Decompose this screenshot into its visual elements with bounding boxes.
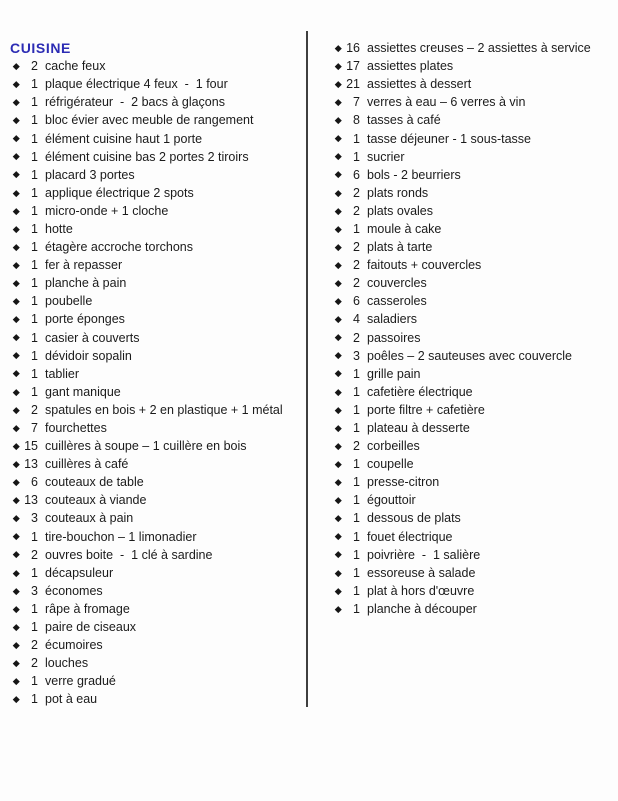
- item-label: égouttoir: [367, 493, 416, 508]
- diamond-bullet-icon: [332, 263, 344, 268]
- list-item: [332, 419, 616, 437]
- list-item: [10, 383, 302, 401]
- item-label: tasse déjeuner - 1 sous-tasse: [367, 131, 531, 146]
- list-item: [332, 111, 616, 129]
- list-item: [10, 419, 302, 437]
- item-quantity: 1: [353, 547, 360, 562]
- list-item: [10, 292, 302, 310]
- diamond-bullet-icon: [332, 607, 344, 612]
- diamond-bullet-icon: [10, 480, 22, 485]
- diamond-bullet-icon: [10, 172, 22, 177]
- item-label: bols - 2 beurriers: [367, 167, 461, 182]
- item-quantity: 2: [31, 402, 38, 417]
- item-label: étagère accroche torchons: [45, 240, 194, 255]
- diamond-bullet-icon: [332, 64, 344, 69]
- item-label: fer à repasser: [45, 258, 123, 273]
- item-label: écumoires: [45, 638, 103, 653]
- item-label: dévidoir sopalin: [45, 348, 132, 363]
- diamond-bullet-icon: [10, 625, 22, 630]
- item-label: poubelle: [45, 294, 93, 309]
- item-label: plateau à desserte: [367, 421, 470, 436]
- diamond-bullet-icon: [332, 118, 344, 123]
- diamond-bullet-icon: [10, 697, 22, 702]
- item-quantity: 1: [353, 384, 360, 399]
- item-label: décapsuleur: [45, 565, 114, 580]
- diamond-bullet-icon: [10, 607, 22, 612]
- list-item: [332, 310, 616, 328]
- diamond-bullet-icon: [10, 571, 22, 576]
- diamond-bullet-icon: [10, 643, 22, 648]
- item-label: verre gradué: [45, 674, 116, 689]
- item-label: verres à eau – 6 verres à vin: [367, 95, 526, 110]
- list-item: [10, 329, 302, 347]
- diamond-bullet-icon: [10, 353, 22, 358]
- list-item: [332, 546, 616, 564]
- diamond-bullet-icon: [332, 46, 344, 51]
- list-item: [332, 75, 616, 93]
- item-quantity: 1: [31, 276, 38, 291]
- item-quantity: 6: [353, 167, 360, 182]
- item-label: louches: [45, 656, 89, 671]
- item-label: saladiers: [367, 312, 418, 327]
- item-label: poêles – 2 sauteuses avec couvercle: [367, 348, 572, 363]
- item-label: gant manique: [45, 384, 121, 399]
- item-quantity: 1: [31, 330, 38, 345]
- diamond-bullet-icon: [332, 299, 344, 304]
- item-label: dessous de plats: [367, 511, 461, 526]
- list-item: [332, 220, 616, 238]
- item-quantity: 1: [31, 77, 38, 92]
- list-item: [10, 582, 302, 600]
- diamond-bullet-icon: [332, 100, 344, 105]
- item-label: assiettes creuses – 2 assiettes à service: [367, 41, 591, 56]
- item-quantity: 13: [24, 457, 38, 472]
- item-label: grille pain: [367, 366, 421, 381]
- item-quantity: 1: [353, 421, 360, 436]
- item-quantity: 1: [31, 185, 38, 200]
- diamond-bullet-icon: [332, 571, 344, 576]
- list-item: [332, 256, 616, 274]
- item-label: coupelle: [367, 457, 414, 472]
- diamond-bullet-icon: [332, 317, 344, 322]
- item-label: plats ronds: [367, 185, 429, 200]
- list-item: [332, 184, 616, 202]
- item-label: assiettes à dessert: [367, 77, 472, 92]
- list-item: [10, 166, 302, 184]
- item-quantity: 1: [353, 511, 360, 526]
- item-quantity: 1: [353, 402, 360, 417]
- diamond-bullet-icon: [332, 227, 344, 232]
- list-item: [10, 672, 302, 690]
- right-column: [332, 39, 616, 618]
- item-label: élément cuisine haut 1 porte: [45, 131, 203, 146]
- item-quantity: 1: [353, 565, 360, 580]
- item-quantity: 1: [31, 113, 38, 128]
- diamond-bullet-icon: [332, 480, 344, 485]
- list-item: [10, 455, 302, 473]
- diamond-bullet-icon: [10, 390, 22, 395]
- item-quantity: 3: [31, 583, 38, 598]
- diamond-bullet-icon: [10, 679, 22, 684]
- item-quantity: 1: [31, 366, 38, 381]
- diamond-bullet-icon: [10, 462, 22, 467]
- list-item: [10, 528, 302, 546]
- item-quantity: 2: [353, 185, 360, 200]
- list-item: [332, 57, 616, 75]
- item-quantity: 2: [31, 547, 38, 562]
- diamond-bullet-icon: [332, 371, 344, 376]
- diamond-bullet-icon: [10, 589, 22, 594]
- diamond-bullet-icon: [10, 317, 22, 322]
- list-item: [10, 546, 302, 564]
- item-quantity: 3: [31, 511, 38, 526]
- item-quantity: 13: [24, 493, 38, 508]
- diamond-bullet-icon: [332, 172, 344, 177]
- list-item: [332, 528, 616, 546]
- item-label: cache feux: [45, 59, 106, 74]
- list-item: [332, 600, 616, 618]
- list-item: [332, 329, 616, 347]
- list-item: [10, 401, 302, 419]
- list-item: [10, 600, 302, 618]
- list-item: [10, 129, 302, 147]
- item-label: fourchettes: [45, 421, 107, 436]
- list-item: [10, 75, 302, 93]
- item-label: porte filtre + cafetière: [367, 402, 485, 417]
- item-label: râpe à fromage: [45, 601, 130, 616]
- item-quantity: 2: [353, 240, 360, 255]
- list-item: [10, 220, 302, 238]
- diamond-bullet-icon: [10, 335, 22, 340]
- item-quantity: 2: [31, 59, 38, 74]
- column-divider: [306, 31, 308, 707]
- item-quantity: 1: [31, 149, 38, 164]
- item-quantity: 1: [353, 366, 360, 381]
- item-label: plaque électrique 4 feux - 1 four: [45, 77, 228, 92]
- item-quantity: 7: [353, 95, 360, 110]
- item-label: pot à eau: [45, 692, 98, 707]
- item-label: micro-onde + 1 cloche: [45, 203, 169, 218]
- diamond-bullet-icon: [10, 661, 22, 666]
- item-label: plat à hors d'œuvre: [367, 583, 475, 598]
- item-quantity: 1: [353, 583, 360, 598]
- list-item: [10, 509, 302, 527]
- left-column: [10, 39, 302, 708]
- list-item: [332, 166, 616, 184]
- list-item: [332, 93, 616, 111]
- item-quantity: 1: [31, 95, 38, 110]
- diamond-bullet-icon: [332, 444, 344, 449]
- item-quantity: 1: [353, 529, 360, 544]
- diamond-bullet-icon: [10, 498, 22, 503]
- item-label: ouvres boite - 1 clé à sardine: [45, 547, 213, 562]
- item-label: couvercles: [367, 276, 427, 291]
- item-quantity: 1: [353, 475, 360, 490]
- diamond-bullet-icon: [10, 408, 22, 413]
- item-label: tablier: [45, 366, 80, 381]
- item-label: couteaux de table: [45, 475, 144, 490]
- diamond-bullet-icon: [10, 154, 22, 159]
- list-item: [332, 564, 616, 582]
- item-quantity: 1: [31, 221, 38, 236]
- page-title: CUISINE: [10, 40, 71, 56]
- item-quantity: 16: [346, 41, 360, 56]
- item-label: fouet électrique: [367, 529, 453, 544]
- diamond-bullet-icon: [332, 191, 344, 196]
- item-label: cuillères à café: [45, 457, 129, 472]
- item-quantity: 15: [24, 439, 38, 454]
- list-item: [10, 274, 302, 292]
- item-label: spatules en bois + 2 en plastique + 1 métal: [45, 402, 283, 417]
- list-item: [10, 564, 302, 582]
- list-item: [10, 202, 302, 220]
- item-quantity: 8: [353, 113, 360, 128]
- item-quantity: 1: [353, 149, 360, 164]
- item-label: cuillères à soupe – 1 cuillère en bois: [45, 439, 247, 454]
- item-quantity: 1: [31, 167, 38, 182]
- diamond-bullet-icon: [332, 245, 344, 250]
- diamond-bullet-icon: [10, 209, 22, 214]
- item-quantity: 3: [353, 348, 360, 363]
- item-label: essoreuse à salade: [367, 565, 476, 580]
- item-label: applique électrique 2 spots: [45, 185, 194, 200]
- item-quantity: 1: [31, 258, 38, 273]
- item-quantity: 4: [353, 312, 360, 327]
- item-label: plats ovales: [367, 203, 434, 218]
- diamond-bullet-icon: [10, 281, 22, 286]
- list-item: [332, 202, 616, 220]
- list-item: [332, 148, 616, 166]
- list-item: [10, 310, 302, 328]
- diamond-bullet-icon: [332, 462, 344, 467]
- item-quantity: 2: [353, 330, 360, 345]
- list-item: [332, 383, 616, 401]
- item-quantity: 1: [31, 384, 38, 399]
- item-label: porte éponges: [45, 312, 125, 327]
- item-quantity: 1: [31, 203, 38, 218]
- list-item: [10, 256, 302, 274]
- diamond-bullet-icon: [332, 426, 344, 431]
- item-label: presse-citron: [367, 475, 440, 490]
- list-item: [10, 654, 302, 672]
- diamond-bullet-icon: [10, 82, 22, 87]
- item-label: économes: [45, 583, 103, 598]
- diamond-bullet-icon: [332, 281, 344, 286]
- item-quantity: 1: [353, 221, 360, 236]
- item-label: poivrière - 1 salière: [367, 547, 481, 562]
- item-quantity: 1: [31, 348, 38, 363]
- list-item: [332, 129, 616, 147]
- item-quantity: 2: [353, 258, 360, 273]
- item-label: paire de ciseaux: [45, 620, 137, 635]
- diamond-bullet-icon: [10, 191, 22, 196]
- list-item: [10, 437, 302, 455]
- list-item: [332, 582, 616, 600]
- list-item: [332, 365, 616, 383]
- list-item: [332, 292, 616, 310]
- item-quantity: 6: [353, 294, 360, 309]
- diamond-bullet-icon: [332, 498, 344, 503]
- diamond-bullet-icon: [10, 534, 22, 539]
- item-quantity: 2: [353, 203, 360, 218]
- list-item: [10, 57, 302, 75]
- diamond-bullet-icon: [332, 154, 344, 159]
- diamond-bullet-icon: [10, 227, 22, 232]
- list-item: [332, 509, 616, 527]
- item-label: plats à tarte: [367, 240, 433, 255]
- list-item: [10, 238, 302, 256]
- item-label: hotte: [45, 221, 73, 236]
- item-label: corbeilles: [367, 439, 420, 454]
- diamond-bullet-icon: [332, 534, 344, 539]
- item-quantity: 2: [31, 638, 38, 653]
- list-item: [10, 365, 302, 383]
- diamond-bullet-icon: [10, 118, 22, 123]
- diamond-bullet-icon: [10, 426, 22, 431]
- left-item-list: [10, 57, 302, 708]
- item-quantity: 1: [31, 601, 38, 616]
- item-label: sucrier: [367, 149, 405, 164]
- diamond-bullet-icon: [10, 136, 22, 141]
- item-quantity: 21: [346, 77, 360, 92]
- diamond-bullet-icon: [332, 353, 344, 358]
- diamond-bullet-icon: [332, 552, 344, 557]
- item-quantity: 17: [346, 59, 360, 74]
- item-label: casier à couverts: [45, 330, 140, 345]
- list-item: [10, 618, 302, 636]
- list-item: [332, 401, 616, 419]
- diamond-bullet-icon: [10, 299, 22, 304]
- list-item: [332, 437, 616, 455]
- list-item: [332, 455, 616, 473]
- item-label: placard 3 portes: [45, 167, 135, 182]
- item-label: moule à cake: [367, 221, 442, 236]
- diamond-bullet-icon: [332, 209, 344, 214]
- list-item: [10, 473, 302, 491]
- list-item: [10, 347, 302, 365]
- item-label: planche à découper: [367, 601, 477, 616]
- item-label: passoires: [367, 330, 421, 345]
- item-label: couteaux à viande: [45, 493, 147, 508]
- diamond-bullet-icon: [10, 516, 22, 521]
- list-item: [10, 184, 302, 202]
- item-quantity: 1: [31, 294, 38, 309]
- item-quantity: 1: [353, 601, 360, 616]
- list-item: [332, 491, 616, 509]
- item-quantity: 1: [353, 493, 360, 508]
- list-item: [332, 238, 616, 256]
- list-item: [10, 111, 302, 129]
- item-quantity: 1: [353, 457, 360, 472]
- diamond-bullet-icon: [332, 589, 344, 594]
- list-item: [10, 148, 302, 166]
- item-quantity: 1: [31, 692, 38, 707]
- item-quantity: 2: [31, 656, 38, 671]
- item-quantity: 1: [31, 240, 38, 255]
- item-label: bloc évier avec meuble de rangement: [45, 113, 254, 128]
- diamond-bullet-icon: [10, 263, 22, 268]
- right-item-list: [332, 39, 616, 618]
- diamond-bullet-icon: [10, 100, 22, 105]
- item-label: couteaux à pain: [45, 511, 134, 526]
- diamond-bullet-icon: [10, 245, 22, 250]
- list-item: [332, 39, 616, 57]
- item-quantity: 1: [31, 131, 38, 146]
- list-item: [332, 473, 616, 491]
- item-quantity: 1: [353, 131, 360, 146]
- item-label: réfrigérateur - 2 bacs à glaçons: [45, 95, 225, 110]
- list-item: [10, 491, 302, 509]
- item-quantity: 1: [31, 620, 38, 635]
- item-label: élément cuisine bas 2 portes 2 tiroirs: [45, 149, 249, 164]
- list-item: [10, 690, 302, 708]
- diamond-bullet-icon: [332, 136, 344, 141]
- item-label: assiettes plates: [367, 59, 454, 74]
- diamond-bullet-icon: [332, 516, 344, 521]
- item-quantity: 2: [353, 439, 360, 454]
- diamond-bullet-icon: [332, 408, 344, 413]
- item-quantity: 1: [31, 565, 38, 580]
- list-item: [332, 274, 616, 292]
- item-label: planche à pain: [45, 276, 127, 291]
- list-item: [10, 636, 302, 654]
- list-item: [10, 93, 302, 111]
- item-quantity: 6: [31, 475, 38, 490]
- item-label: cafetière électrique: [367, 384, 473, 399]
- item-label: casseroles: [367, 294, 427, 309]
- diamond-bullet-icon: [10, 64, 22, 69]
- item-quantity: 7: [31, 421, 38, 436]
- item-label: tasses à café: [367, 113, 441, 128]
- list-item: [332, 347, 616, 365]
- diamond-bullet-icon: [10, 552, 22, 557]
- diamond-bullet-icon: [332, 390, 344, 395]
- item-quantity: 1: [31, 529, 38, 544]
- diamond-bullet-icon: [332, 82, 344, 87]
- item-quantity: 1: [31, 312, 38, 327]
- diamond-bullet-icon: [332, 335, 344, 340]
- diamond-bullet-icon: [10, 371, 22, 376]
- item-label: tire-bouchon – 1 limonadier: [45, 529, 197, 544]
- item-quantity: 1: [31, 674, 38, 689]
- diamond-bullet-icon: [10, 444, 22, 449]
- item-quantity: 2: [353, 276, 360, 291]
- item-label: faitouts + couvercles: [367, 258, 482, 273]
